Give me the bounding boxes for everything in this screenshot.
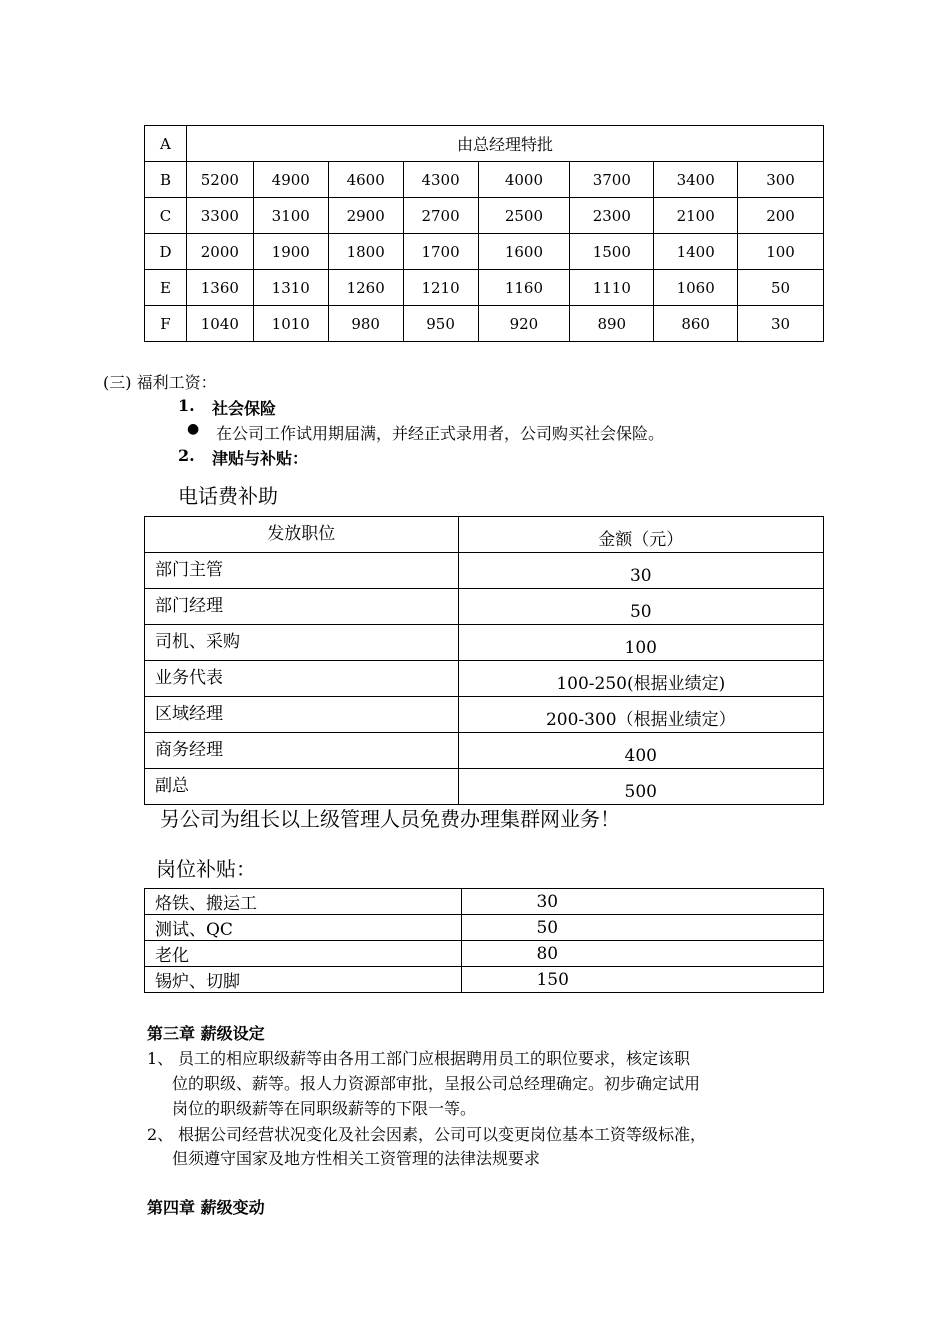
salary-cell: 3100 <box>253 198 328 234</box>
item2-number: 2. <box>178 446 195 465</box>
position-cell: 司机、采购 <box>145 625 459 661</box>
item1-title: 社会保险 <box>212 399 277 418</box>
item2-title: 津贴与补贴： <box>212 449 309 468</box>
position-cell: 部门主管 <box>145 553 459 589</box>
salary-cell: 1400 <box>654 234 738 270</box>
salary-cell: 950 <box>403 306 478 342</box>
salary-cell: 300 <box>738 162 824 198</box>
table-row <box>145 625 824 661</box>
item1-number: 1. <box>178 396 195 415</box>
salary-cell: 4000 <box>478 162 570 198</box>
table-row <box>145 306 824 342</box>
salary-cell: 5200 <box>186 162 253 198</box>
grade-cell: C <box>145 198 187 234</box>
table-row <box>145 769 824 805</box>
salary-cell: 890 <box>570 306 654 342</box>
salary-cell: 1110 <box>570 270 654 306</box>
salary-cell: 1900 <box>253 234 328 270</box>
grade-cell: B <box>145 162 187 198</box>
amount-cell: 30 <box>458 553 823 589</box>
salary-cell: 2700 <box>403 198 478 234</box>
position-cell: 商务经理 <box>145 733 459 769</box>
salary-grade-table <box>144 125 824 342</box>
table-row <box>145 589 824 625</box>
post-cell: 锡炉、切脚 <box>145 967 462 993</box>
phone-subsidy-title: 电话费补助 <box>178 484 278 508</box>
ch3-item1-number: 1、 <box>147 1049 174 1068</box>
table-row <box>145 967 824 993</box>
salary-cell: 1800 <box>328 234 403 270</box>
salary-cell: 2000 <box>186 234 253 270</box>
salary-cell: 1040 <box>186 306 253 342</box>
table-row <box>145 915 824 941</box>
grade-cell: E <box>145 270 187 306</box>
salary-cell: 2900 <box>328 198 403 234</box>
amount-cell: 50 <box>458 589 823 625</box>
position-cell: 部门经理 <box>145 589 459 625</box>
grade-cell: D <box>145 234 187 270</box>
position-cell: 区域经理 <box>145 697 459 733</box>
table-row <box>145 162 824 198</box>
table-row <box>145 889 824 915</box>
special-approval-cell: 由总经理特批 <box>186 126 823 162</box>
amount-cell: 30 <box>462 889 824 915</box>
header-position: 发放职位 <box>145 517 459 553</box>
table-row <box>145 941 824 967</box>
salary-cell: 3400 <box>654 162 738 198</box>
table-row <box>145 270 824 306</box>
salary-cell: 1260 <box>328 270 403 306</box>
salary-cell: 980 <box>328 306 403 342</box>
position-cell: 业务代表 <box>145 661 459 697</box>
table-row <box>145 234 824 270</box>
salary-cell: 2100 <box>654 198 738 234</box>
ch3-item1-line1: 员工的相应职级薪等由各用工部门应根据聘用员工的职位要求，核定该职 <box>178 1049 691 1068</box>
grade-cell: F <box>145 306 187 342</box>
salary-cell: 50 <box>738 270 824 306</box>
post-cell: 测试、QC <box>145 915 462 941</box>
welfare-heading: (三) 福利工资： <box>103 373 217 392</box>
amount-cell: 100 <box>458 625 823 661</box>
chapter3-title: 第三章 薪级设定 <box>147 1024 265 1043</box>
table-row <box>145 126 824 162</box>
bullet-text: 在公司工作试用期届满，并经正式录用者，公司购买社会保险。 <box>216 424 665 443</box>
salary-cell: 2500 <box>478 198 570 234</box>
table-row <box>145 733 824 769</box>
salary-cell: 4900 <box>253 162 328 198</box>
post-cell: 烙铁、搬运工 <box>145 889 462 915</box>
ch3-item2-line2: 但须遵守国家及地方性相关工资管理的法律法规要求 <box>172 1149 541 1168</box>
salary-cell: 1600 <box>478 234 570 270</box>
salary-cell: 30 <box>738 306 824 342</box>
amount-cell: 100-250(根据业绩定) <box>458 661 823 697</box>
table-row <box>145 198 824 234</box>
ch3-item2-line1: 根据公司经营状况变化及社会因素，公司可以变更岗位基本工资等级标准， <box>178 1125 707 1144</box>
amount-cell: 50 <box>462 915 824 941</box>
position-cell: 副总 <box>145 769 459 805</box>
salary-cell: 920 <box>478 306 570 342</box>
salary-cell: 1060 <box>654 270 738 306</box>
amount-cell: 400 <box>458 733 823 769</box>
table-row <box>145 697 824 733</box>
amount-cell: 500 <box>458 769 823 805</box>
salary-cell: 1500 <box>570 234 654 270</box>
grade-cell: A <box>145 126 187 162</box>
salary-cell: 860 <box>654 306 738 342</box>
salary-cell: 1700 <box>403 234 478 270</box>
post-subsidy-table <box>144 888 824 993</box>
amount-cell: 80 <box>462 941 824 967</box>
chapter4-title: 第四章 薪级变动 <box>147 1198 265 1217</box>
post-cell: 老化 <box>145 941 462 967</box>
salary-cell: 3300 <box>186 198 253 234</box>
salary-cell: 100 <box>738 234 824 270</box>
table-header-row <box>145 517 824 553</box>
salary-cell: 200 <box>738 198 824 234</box>
post-subsidy-title: 岗位补贴： <box>156 857 256 881</box>
table-row <box>145 553 824 589</box>
ch3-item1-line2: 位的职级、薪等。报人力资源部审批，呈报公司总经理确定。初步确定试用 <box>172 1074 701 1093</box>
amount-cell: 200-300（根据业绩定） <box>458 697 823 733</box>
salary-cell: 4600 <box>328 162 403 198</box>
salary-cell: 1310 <box>253 270 328 306</box>
table-row <box>145 661 824 697</box>
salary-cell: 1210 <box>403 270 478 306</box>
salary-cell: 4300 <box>403 162 478 198</box>
cluster-network-note: 另公司为组长以上级管理人员免费办理集群网业务！ <box>160 807 620 831</box>
salary-cell: 2300 <box>570 198 654 234</box>
phone-subsidy-table <box>144 516 824 805</box>
amount-cell: 150 <box>462 967 824 993</box>
header-amount: 金额（元） <box>458 517 823 553</box>
bullet-icon: ● <box>187 421 200 437</box>
ch3-item2-number: 2、 <box>147 1125 174 1144</box>
salary-cell: 1010 <box>253 306 328 342</box>
salary-cell: 3700 <box>570 162 654 198</box>
salary-cell: 1360 <box>186 270 253 306</box>
salary-cell: 1160 <box>478 270 570 306</box>
ch3-item1-line3: 岗位的职级薪等在同职级薪等的下限一等。 <box>172 1099 477 1118</box>
